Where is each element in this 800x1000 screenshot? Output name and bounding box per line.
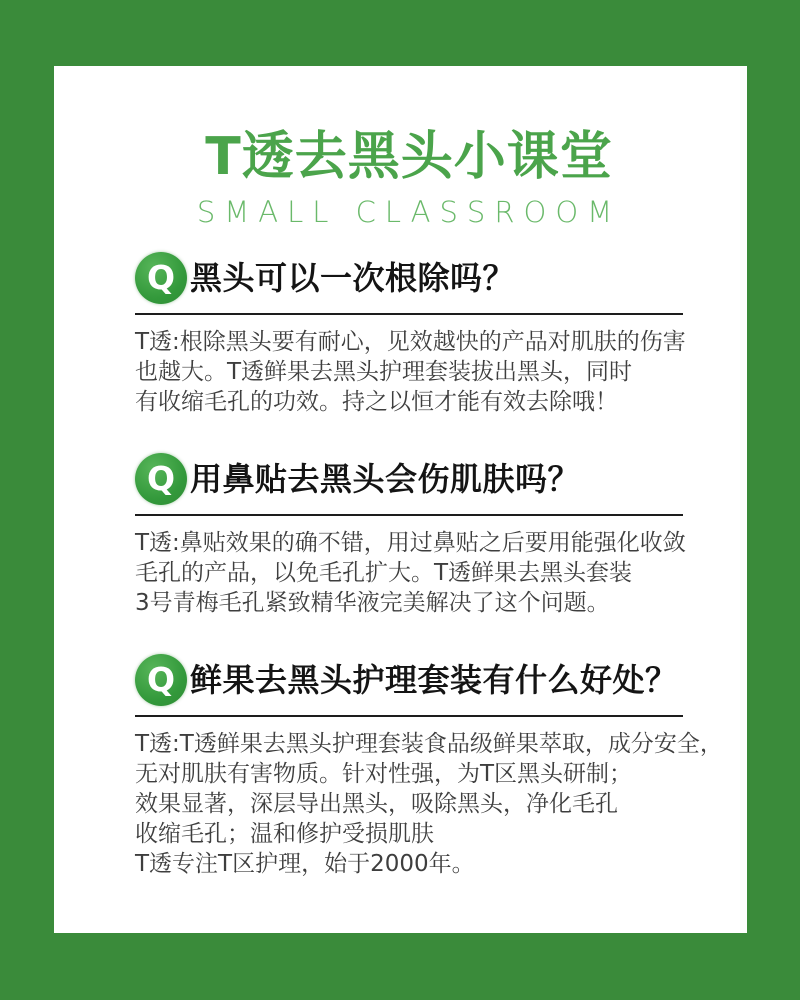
question-row <box>135 252 683 304</box>
question-row <box>135 453 683 505</box>
question-title: 用鼻贴去黑头会伤肌肤吗？ <box>190 460 581 498</box>
answer-block <box>135 327 686 417</box>
qa-section-2 <box>135 453 686 618</box>
question-title: 鲜果去黑头护理套装有什么好处？ <box>190 661 678 699</box>
q-badge-icon <box>135 453 187 505</box>
answer-line: T透:根除黑头要有耐心，见效越快的产品对肌肤的伤害 <box>135 329 686 355</box>
answer-line: 3号青梅毛孔紧致精华液完美解决了这个问题。 <box>135 590 610 616</box>
q-badge-icon <box>135 654 187 706</box>
divider-line <box>135 313 683 315</box>
answer-line: T透专注T区护理，始于2000年。 <box>135 851 475 877</box>
q-badge-letter: Q <box>146 458 176 498</box>
page-title: T透去黑头小课堂 <box>205 127 613 187</box>
answer-block <box>135 729 723 879</box>
answer-line: T透:鼻贴效果的确不错，用过鼻贴之后要用能强化收敛 <box>135 530 686 556</box>
page-subtitle: SMALL CLASSROOM <box>196 195 622 229</box>
answer-line: T透:T透鲜果去黑头护理套装食品级鲜果萃取，成分安全， <box>135 731 723 757</box>
qa-section-1 <box>135 252 686 417</box>
answer-line: 无对肌肤有害物质。针对性强，为T区黑头研制； <box>135 761 633 787</box>
content-card <box>54 66 747 933</box>
answer-line: 毛孔的产品，以免毛孔扩大。T透鲜果去黑头套装 <box>135 560 633 586</box>
divider-line <box>135 514 683 516</box>
q-badge-icon <box>135 252 187 304</box>
question-row <box>135 654 683 706</box>
divider-line <box>135 715 683 717</box>
answer-block <box>135 528 686 618</box>
answer-line: 收缩毛孔；温和修护受损肌肤 <box>135 821 434 847</box>
answer-line: 也越大。T透鲜果去黑头护理套装拔出黑头，同时 <box>135 359 633 385</box>
qa-section-3 <box>135 654 723 879</box>
question-title: 黑头可以一次根除吗？ <box>190 259 516 297</box>
answer-line: 效果显著，深层导出黑头，吸除黑头，净化毛孔 <box>135 791 618 817</box>
q-badge-letter: Q <box>146 257 176 297</box>
content-column <box>135 127 723 879</box>
q-badge-letter: Q <box>146 659 176 699</box>
answer-line: 有收缩毛孔的功效。持之以恒才能有效去除哦！ <box>135 389 618 415</box>
